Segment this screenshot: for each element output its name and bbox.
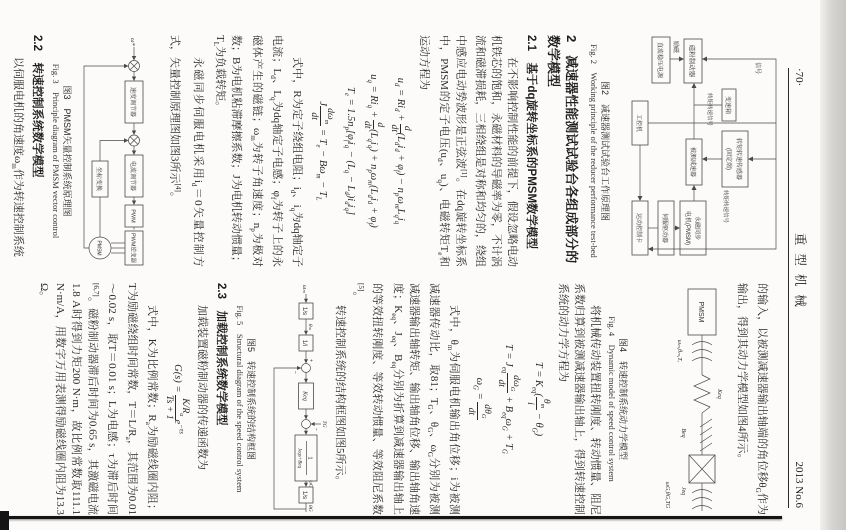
journal-title: 重型机械 — [793, 232, 807, 315]
figure-3-vector-control-diagram — [76, 35, 164, 267]
fig3-box-inverter: PWM逆变器 — [129, 233, 136, 263]
fig2-label-torque-signal-2: 转矩转速信号 — [722, 190, 728, 224]
fig2-box-gearbox: 变速箱 — [724, 95, 730, 115]
fig2-box-brake: 磁粉制动器 — [688, 44, 695, 78]
fig5-label-theta-m: θₘ — [306, 323, 313, 331]
fig2-box-reducer: 被测减速器 — [689, 146, 695, 178]
equation-te: $T_e = 1.5n_p[\varphi_fi_q - (L_q - L_d)i_di_q]$ — [342, 86, 356, 216]
equation-ud: $u_d = Ri_d$ + d dt $(L_di_d + \varphi_f) - n_p\omega_mL_qi_q$ — [389, 77, 414, 225]
fig3-motor: PMSM — [95, 240, 102, 256]
fig5-frac-num: 1 — [306, 456, 313, 460]
fig2-label-torque-signal-1: 转矩转速信号 — [706, 93, 712, 127]
header-rule — [788, 68, 789, 508]
paragraph-pmsm-symbols: 式中，R为定子绕组电阻；$i_d$、$i_q$为dq轴定子电流；$L_d$、$L_q$为dq轴定子电感；$\varphi_f$为转子上的永磁体产生的磁链；$\omega_m$为转子角速度；$n_p$为极对数；B为电机粘滞摩擦系数；J为电机转动惯量；$T_L$为负载转矩。 — [212, 35, 303, 268]
fig4-caption-cn: 图4 转速控制系统动力学模型 — [617, 337, 628, 460]
fig2-caption-cn: 图2 减速器测试试验台工作原理图 — [600, 80, 610, 221]
fig4-label-inertia: Jeq — [679, 486, 686, 496]
scan-corner-mark — [0, 511, 9, 530]
fig5-sign-minus-2: − — [312, 428, 319, 431]
issue-number: 2013 No.6 — [793, 461, 805, 508]
fig5-caption-cn: 图5 转速控制系统的结构框图 — [245, 337, 256, 460]
fig2-box-driver: 伺服驱动器 — [661, 212, 667, 244]
equation-motion: J $d\omega_m$ dt = $T_e - B\omega_m - T_L$ — [309, 101, 336, 201]
fig5-label-omega-g: ωG — [307, 480, 313, 488]
section-2-3-title: 2.3 加载控制系统数学模型 — [214, 283, 227, 426]
section-2-title: 2 减速器性能测试试验台各组成部分的数学模型 — [546, 35, 579, 264]
equation-uq: $u_q = Ri_q$ + d dt $(L_qi_q) + n_p\omega_m(L_di_d + \varphi_f)$ — [361, 74, 386, 228]
fig2-box-sensor: 转矩转速传感器 — [735, 137, 741, 181]
equation-transfer-function: G(s) = $K/R_a$ Ts + 1 $e^{-\tau s}$ — [164, 364, 191, 434]
paragraph-dynamics-intro: 将机械传动装置扭转刚度、转动惯量、阻尼系数归算到被测减速器输出轴上，得到转速控制系统的动力学方程为 — [556, 283, 601, 515]
equation-omega: $\omega_G$ = $d\theta_G$ dt — [466, 377, 493, 419]
fig2-label-signal: 信号 — [754, 62, 760, 75]
fig5-label-output: θG — [306, 505, 313, 512]
paragraph-brake-parameters: 式中，K为比例常数；$R_a$为励磁线圈内阻；T为励磁绕组时间常数，$T=L/R_a$，其范围为0.01～0.02 s，取T＝0.01 s；L为电感；τ为滞后时间[6,7]。磁粉制动器滞后时间为0.65 s，其激磁电流1.8 A时得到力矩200 N·m，故比例常数取111.1 N·m/A，用数字万用表测得励磁线圈内阻为13.3 Ω。 — [38, 283, 159, 515]
column-left — [4, 35, 784, 267]
fig3-caption-cn: 图3 PMSM矢量控制系统原理图 — [62, 85, 73, 217]
section-2-2-title: 2.2 转速控制系统数学模型 — [31, 35, 44, 178]
fig5-label-input: ωₘ — [300, 285, 307, 293]
paragraph-speed-system-start: 以伺服电机的角速度$\omega_m$作为转速控制系统 — [10, 57, 25, 257]
fig3-box-speed-regulator: 速度调节器 — [129, 86, 136, 118]
fig2-box-pmsm-line1: 永磁同步 — [693, 215, 700, 241]
equation-load-dynamics: $T = J_{eq}$ $d\omega_G$ dt + $B_{eq}\omega_G + T_G$ — [495, 344, 523, 454]
fig2-caption-en: Fig. 2 Working principle of the reducer performance test-bed — [589, 44, 599, 258]
paragraph-fig5-reference: 转速控制系统的结构框图如图5所示。 — [333, 305, 346, 487]
fig4-label-motor-vars: ωₘ,θₘ,Tₑ — [675, 339, 682, 363]
paragraph-vector-control: 永磁同步伺服电机采用$i_d=0$矢量控制方式，矢量控制原理图如图3所示[4]。 — [168, 35, 205, 268]
fig5-box-integrator-2: 1/s — [300, 490, 307, 500]
fig2-box-pmsm-line2: 电机(PMSM) — [684, 211, 690, 245]
section-2-1-title: 2.1 基于dq旋转坐标系的PMSM数学模型 — [525, 35, 537, 250]
figure-4-dynamic-model — [632, 283, 732, 515]
scan-edge-shadow — [0, 516, 782, 519]
fig3-caption-en: Fig. 3 Principle diagram of PMSM vector control — [51, 63, 62, 239]
fig5-frac-den: Jeqs+Beq — [296, 447, 302, 469]
column-right — [34, 283, 772, 515]
fig4-box-pmsm: PMSM — [696, 301, 704, 323]
paragraph-dynamics-symbols: 式中，$\theta_m$为伺服电机输出角位移；i为被测减速器传动比，取81；$T_G$、$\theta_G$、$\omega_G$分别为被测减速器输出轴转矩、输出轴角位移、输出轴角速度；$K_{eq}$、$J_{eq}$、$B_{eq}$分别为折算到减速器输出轴上的等效扭转刚度、等效转动惯量、等效阻尼系数[5]。 — [351, 283, 460, 516]
fig5-caption-en: Fig. 5 Structural diagram of the speed control system — [234, 305, 245, 493]
scan-edge-gradient — [820, 0, 846, 530]
fig2-box-power: 直流稳压电源 — [656, 41, 662, 79]
fig4-label-load-vars: ωG,θG,TG — [663, 481, 670, 509]
equation-spring-torque: $T = K_{eq}$( $\theta_m$ i − $\theta_G$) — [525, 361, 552, 437]
fig2-box-sensor-fixed: (固定端) — [725, 148, 731, 170]
fig4-label-stiffness: Keq — [715, 389, 722, 399]
fig2-box-pc: 工控机 — [635, 113, 641, 133]
fig5-box-integrator-1: 1/s — [300, 306, 307, 316]
fig2-label-excite: 励磁 — [672, 41, 678, 54]
fig5-sign-minus-1: − — [291, 371, 298, 374]
fig3-box-transform: 坐标变换 — [95, 166, 102, 192]
figure-5-block-diagram — [260, 283, 330, 515]
fig4-caption-en: Fig. 4 Dynamic model of speed control system — [606, 316, 617, 482]
page-header — [792, 68, 810, 508]
page-number: ·70· — [793, 68, 805, 87]
fig4-label-damping: Beq — [679, 428, 686, 438]
figure-2-test-bed-diagram — [614, 35, 782, 267]
fig5-box-ratio: 1/i — [300, 339, 307, 347]
fig3-box-pwm: PWM — [129, 209, 136, 223]
paragraph-speed-system-cont: 的输入，以被测减速器输出轴端的角位移$\theta_G$作为输出，得到其动力学模型如图4所示。 — [735, 283, 768, 515]
fig2-box-card: 运动控制卡 — [635, 212, 641, 244]
fig5-label-tg: TG — [320, 420, 327, 428]
fig3-label-input: ω* — [129, 38, 137, 46]
fig5-sign-plus-1: + — [307, 359, 314, 362]
fig5-box-keq: Keq — [301, 391, 308, 401]
fig3-box-current-regulator: 电流调节器 — [129, 160, 136, 192]
paragraph-brake-transfer-intro: 加载装置磁粉制动器的传递函数为 — [195, 305, 208, 470]
paragraph-pmsm-assumptions: 在不影响控制性能的前提下，假设忽略电动机铁芯的饱和，永磁材料的导磁率为零，不计涡流和磁滞损耗，三相绕组是对称和均匀的，绕组中感应电动势波形是正弦波[1]。在dq旋转坐标系中，PMSM的定子电压($u_d$、$u_q$)、电磁转矩$T_e$和运动方程为 — [418, 35, 518, 268]
